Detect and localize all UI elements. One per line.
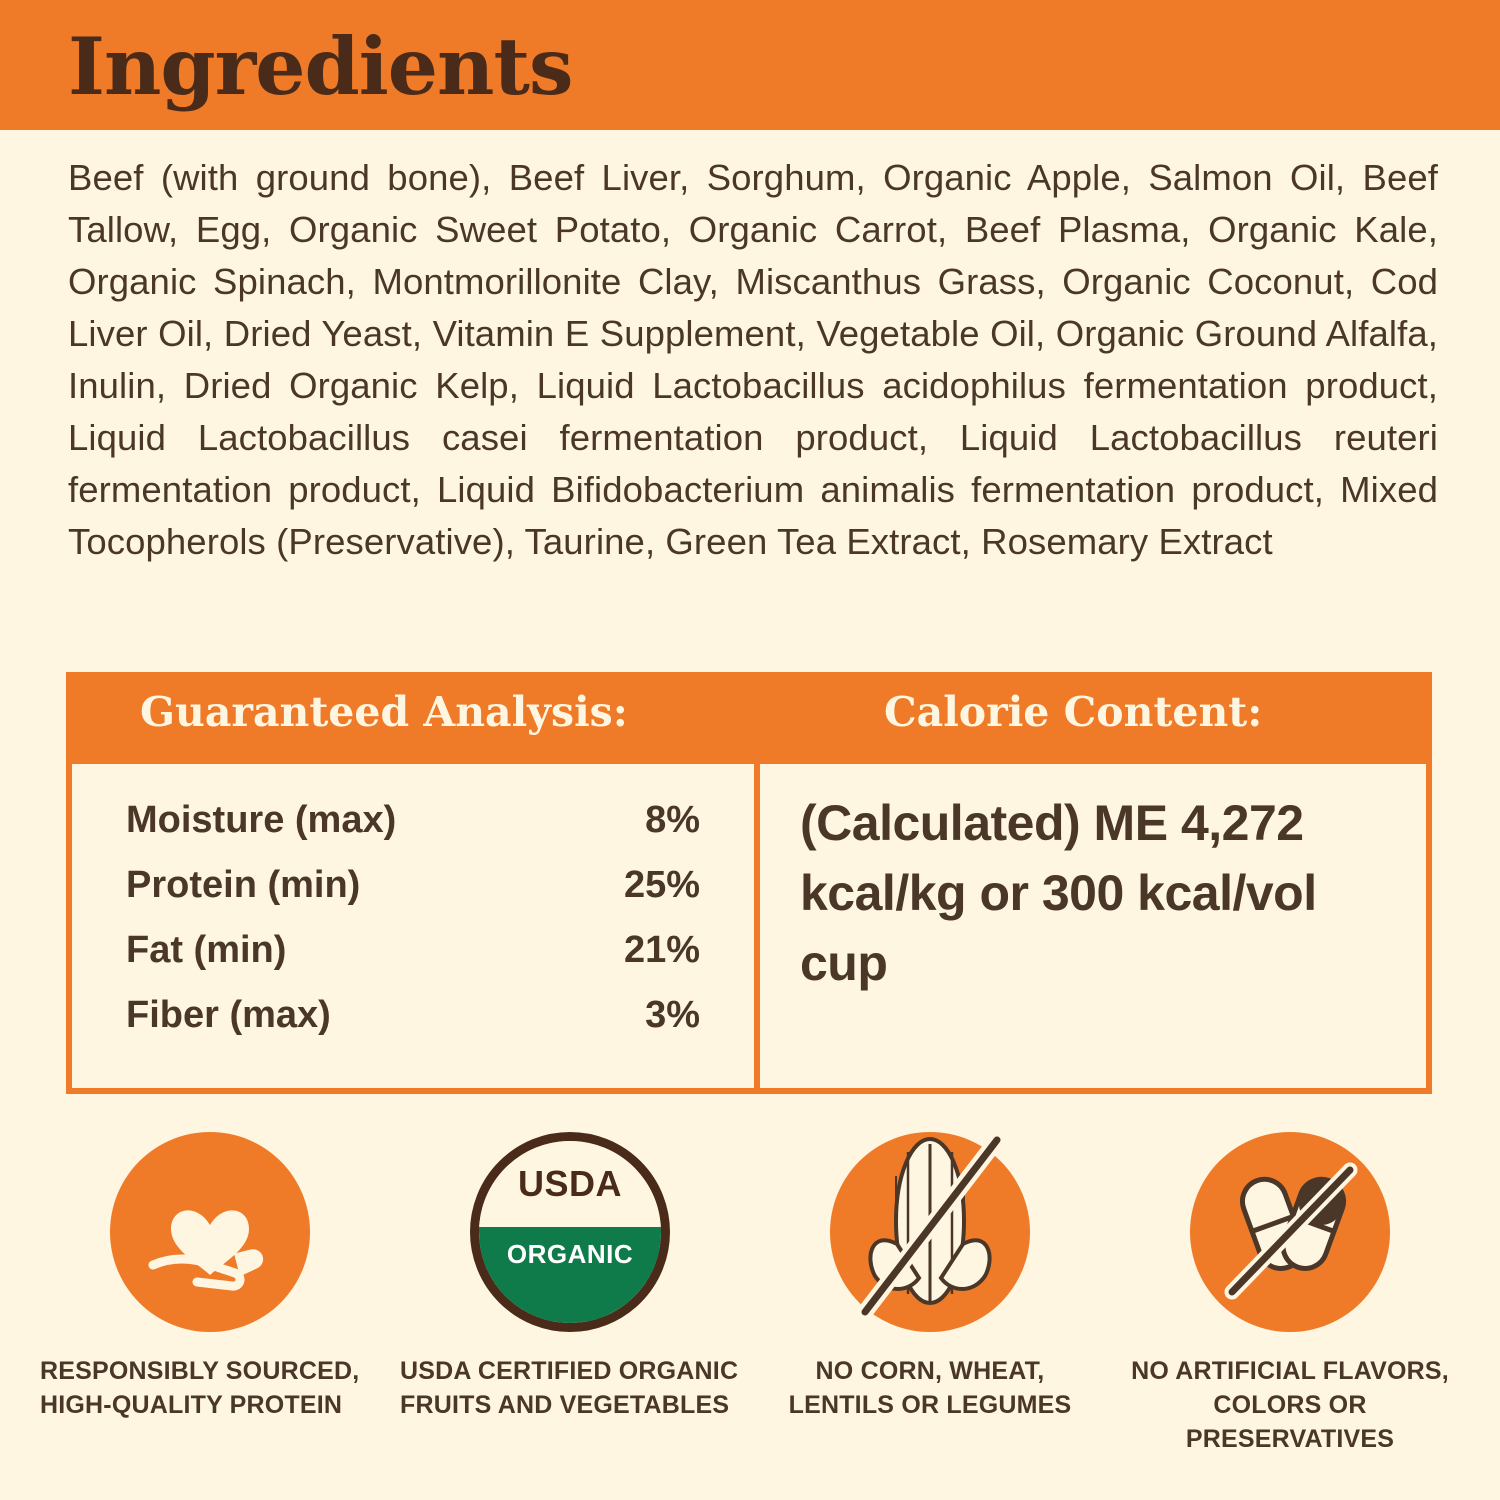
- guaranteed-analysis-panel: [72, 764, 754, 1088]
- ga-label: Fiber (max): [126, 994, 331, 1036]
- ga-label: Protein (min): [126, 864, 361, 906]
- badge-responsibly-sourced: [40, 1132, 380, 1456]
- table-row: [126, 983, 706, 1048]
- no-artificial-additives-icon: [1190, 1132, 1390, 1332]
- badge-caption: NO ARTIFICIAL FLAVORS, COLORS OR PRESERVATIVES: [1131, 1357, 1449, 1453]
- table-row: [126, 853, 706, 918]
- usda-seal-bottom-text: ORGANIC: [506, 1238, 634, 1269]
- calorie-content-text: (Calculated) ME 4,272 kcal/kg or 300 kcal/vol cup: [800, 795, 1317, 991]
- badge-row: [40, 1132, 1460, 1456]
- ingredients-text: Beef (with ground bone), Beef Liver, Sorghum, Organic Apple, Salmon Oil, Beef Tallow, Egg, Organic Sweet Potato, Organic Carrot, Beef Plasma, Organic Kale, Organic Spinach, Montmorillonite Clay, Miscanthus Grass, Organic Coconut, Cod Liver Oil, Dried Yeast, Vitamin E Supplement, Vegetable Oil, Organic Ground Alfalfa, Inulin, Dried Organic Kelp, Liquid Lactobacillus acidophilus fermentation product, Liquid Lactobacillus casei fermentation product, Liquid Lactobacillus reuteri fermentation product, Liquid Bifidobacterium animalis fermentation product, Mixed Tocopherols (Preservative), Taurine, Green Tea Extract, Rosemary Extract: [68, 157, 1438, 562]
- badge-usda-organic: [400, 1132, 740, 1456]
- heart-in-hand-icon: [110, 1132, 310, 1332]
- table-row: [126, 788, 706, 853]
- calorie-content-panel: [760, 764, 1426, 1088]
- badge-caption: USDA CERTIFIED ORGANIC FRUITS AND VEGETABLES: [400, 1357, 739, 1419]
- guaranteed-analysis-table: [126, 788, 706, 1048]
- badge-caption: NO CORN, WHEAT, LENTILS OR LEGUMES: [788, 1357, 1072, 1419]
- ga-value: 3%: [645, 994, 700, 1036]
- ga-label: Moisture (max): [126, 799, 397, 841]
- ga-value: 25%: [623, 864, 700, 906]
- ga-value: 8%: [645, 799, 700, 841]
- badge-caption: RESPONSIBLY SOURCED, HIGH-QUALITY PROTEIN: [40, 1357, 360, 1419]
- usda-organic-seal-icon: [470, 1132, 670, 1332]
- ga-label: Fat (min): [126, 929, 287, 971]
- ga-value: 21%: [623, 929, 700, 971]
- page-title: Ingredients: [68, 20, 573, 113]
- usda-seal-top-text: USDA: [517, 1162, 622, 1204]
- analysis-container: [66, 672, 1432, 1094]
- calorie-content-heading: Calorie Content:: [884, 688, 1263, 736]
- no-corn-icon: [830, 1132, 1030, 1332]
- badge-no-artificial: [1120, 1132, 1460, 1456]
- table-row: [126, 918, 706, 983]
- badge-no-corn: [760, 1132, 1100, 1456]
- guaranteed-analysis-heading: Guaranteed Analysis:: [140, 688, 628, 736]
